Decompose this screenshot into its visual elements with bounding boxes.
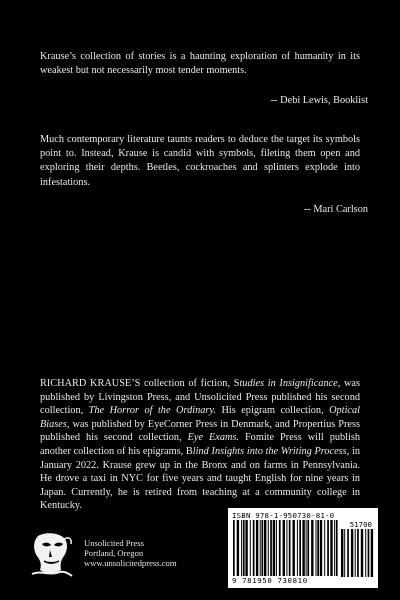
publisher-website: www.unsolicitedpress.com	[84, 558, 177, 569]
bio-text: , was published by EyeCorner Press in Denmark, and Propertius Press published his second collection,	[40, 418, 360, 444]
barcode-bar	[293, 520, 295, 576]
barcode-bar	[327, 520, 329, 576]
bio-title-eye-exams: Eye Exams.	[187, 432, 239, 444]
barcode-bar	[241, 520, 242, 576]
barcode-bars	[232, 520, 340, 576]
barcode-bar	[317, 520, 319, 576]
bio-title-horror: The Horror of the Ordinary.	[88, 405, 216, 417]
barcode-bar	[256, 520, 258, 576]
barcode-bar	[286, 520, 287, 576]
bio-text: in January 2022. Krause grew up in the Bronx and on farms in Pennsylvania. He drove a taxi in NYC for five years and taught English for nine years in Japan. Currently, he is retired from teaching at a community college in Kentucky.	[40, 445, 360, 512]
barcode-bar	[302, 520, 304, 576]
barcode-bar	[273, 520, 275, 576]
barcode-bar	[307, 520, 309, 576]
barcode-bar	[361, 529, 363, 577]
blurb-1-attribution: -- Debi Lewis, Booklist	[270, 95, 368, 106]
barcode-bar	[368, 529, 370, 577]
barcode-bar	[276, 520, 277, 576]
barcode-bar	[243, 520, 245, 576]
blurb-2-attribution: -- Mari Carlson	[303, 204, 368, 215]
isbn-number: ISBN 978-1-950730-81-0	[232, 511, 335, 520]
barcode-bar	[311, 520, 313, 576]
barcode-bar	[365, 529, 366, 577]
bio-title-blind-insights: lind Insights into the Writing Process,	[192, 445, 350, 457]
barcode-bar	[316, 520, 317, 576]
barcode-bar	[289, 520, 291, 576]
barcode-bar	[355, 529, 356, 577]
publisher-info	[84, 538, 177, 569]
bio-text: was published by Livingston Press, and Unsolicited Press published his second collection,	[40, 378, 361, 417]
isbn-barcode	[228, 508, 378, 588]
barcode-bar	[233, 520, 235, 576]
barcode-bar	[253, 520, 255, 576]
barcode-bar	[245, 520, 247, 576]
barcode-bar	[336, 520, 338, 576]
barcode-bar	[283, 520, 285, 576]
blurb-1-text: Krause’s collection of stories is a haunting exploration of humanity in its weakest but not necessarily most tender moments.	[40, 51, 360, 77]
barcode-bar	[330, 520, 332, 576]
bio-title-optical: Optical Biases	[40, 405, 361, 430]
bio-text: His epigram collection,	[215, 405, 330, 417]
price-barcode-bars	[340, 529, 374, 577]
barcode-bar	[237, 520, 239, 576]
blurb-2-text: Much contemporary literature taunts readers to deduce the target its symbols point to. Instead, Krause is candid with symbols, fileting them open and exploring their depths. Beetles, cockroaches and splinters explode into infestations.	[40, 134, 360, 188]
price-code: 51700	[349, 520, 372, 529]
barcode-bar	[324, 520, 325, 576]
barcode-bar	[264, 520, 266, 576]
barcode-bar	[351, 529, 353, 577]
barcode-bar	[250, 520, 251, 576]
barcode-bar	[371, 529, 373, 577]
barcode-bar	[297, 520, 298, 576]
author-bio	[40, 377, 360, 513]
barcode-bar	[279, 520, 281, 576]
barcode-bar	[344, 529, 345, 577]
barcode-bar	[262, 520, 264, 576]
unsolicited-press-mask-logo-icon	[30, 530, 74, 578]
publisher-location: Portland, Oregon	[84, 548, 144, 559]
barcode-bar	[260, 520, 261, 576]
bio-text: Fomite Press will publish another collection of his epigrams, B	[40, 432, 361, 457]
barcode-bar	[306, 520, 307, 576]
barcode-bar	[347, 529, 349, 577]
barcode-bar	[357, 529, 359, 577]
publisher-block	[30, 530, 210, 580]
barcode-bar	[341, 529, 343, 577]
barcode-bar	[299, 520, 301, 576]
publisher-name: Unsolicited Press	[84, 538, 144, 548]
bio-text: RICHARD KRAUSE’S collection of fiction, S	[40, 378, 240, 389]
barcode-bar	[268, 520, 269, 576]
barcode-bar	[320, 520, 322, 576]
barcode-bar	[334, 520, 335, 576]
barcode-digits: 9 781950 730810	[232, 576, 308, 585]
barcode-bar	[270, 520, 272, 576]
bio-title-studies: tudies in Insignificance,	[239, 378, 341, 389]
